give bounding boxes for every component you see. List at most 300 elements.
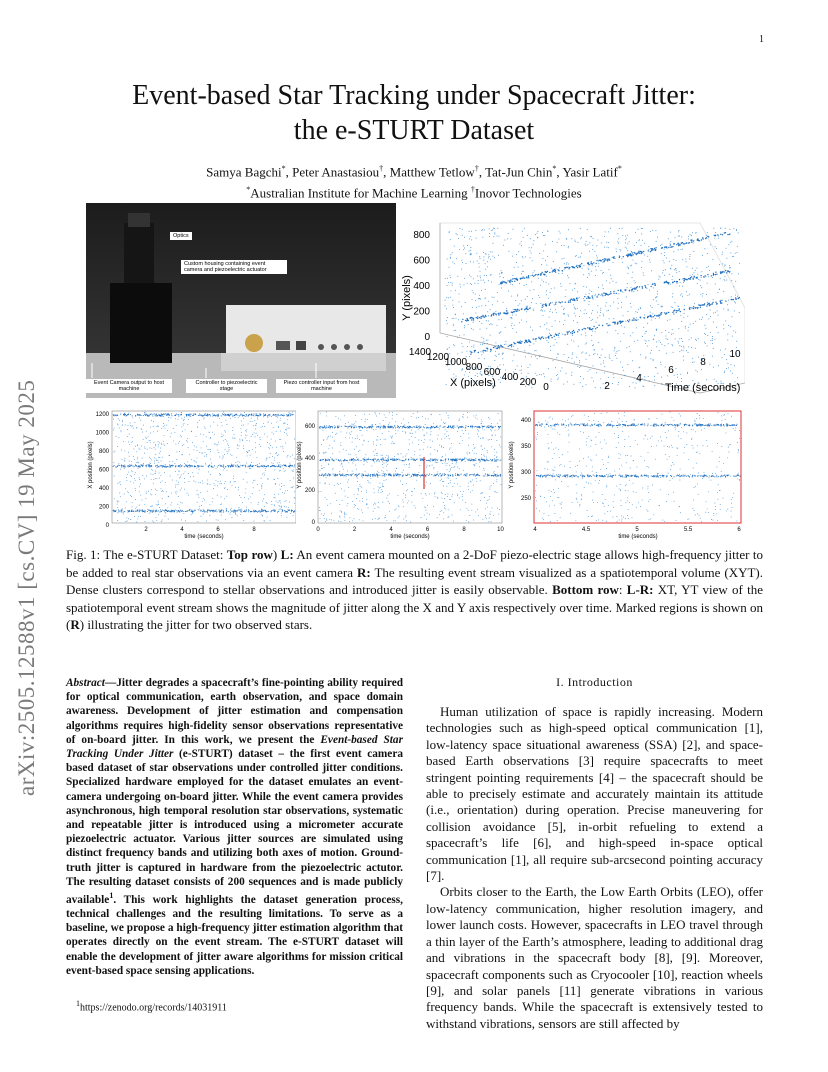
event-point bbox=[359, 426, 360, 427]
event-point bbox=[508, 251, 509, 252]
event-point bbox=[495, 355, 496, 356]
event-point bbox=[261, 509, 262, 510]
event-point bbox=[186, 465, 187, 466]
event-point bbox=[633, 260, 634, 261]
event-point bbox=[670, 284, 671, 285]
event-point bbox=[355, 505, 356, 506]
event-point bbox=[701, 304, 702, 305]
event-point bbox=[539, 297, 540, 298]
event-point bbox=[659, 317, 660, 318]
event-point bbox=[223, 469, 224, 470]
event-point bbox=[601, 243, 602, 244]
event-point bbox=[338, 484, 339, 485]
event-point bbox=[155, 494, 156, 495]
event-point bbox=[494, 232, 495, 233]
event-point bbox=[476, 253, 477, 254]
event-point bbox=[591, 236, 592, 237]
event-point bbox=[165, 428, 166, 429]
event-point bbox=[621, 325, 622, 326]
event-point bbox=[471, 231, 472, 232]
event-point bbox=[250, 465, 251, 466]
event-point bbox=[476, 453, 477, 454]
event-point bbox=[324, 483, 325, 484]
event-point bbox=[664, 252, 665, 253]
event-point bbox=[440, 511, 441, 512]
tick-label: 600 bbox=[413, 255, 430, 267]
event-point bbox=[461, 269, 462, 270]
event-point bbox=[502, 358, 503, 359]
event-point bbox=[705, 334, 706, 335]
event-point bbox=[507, 238, 508, 239]
event-point bbox=[678, 341, 679, 342]
event-point bbox=[183, 444, 184, 445]
event-point bbox=[488, 417, 489, 418]
event-point bbox=[480, 438, 481, 439]
event-point bbox=[552, 241, 553, 242]
event-point bbox=[705, 328, 706, 329]
event-point bbox=[444, 423, 445, 424]
event-point bbox=[255, 436, 256, 437]
event-point bbox=[424, 515, 425, 516]
event-point bbox=[399, 460, 400, 461]
event-point bbox=[593, 381, 594, 382]
event-point bbox=[340, 419, 341, 420]
event-point bbox=[374, 503, 375, 504]
event-point bbox=[533, 240, 534, 241]
event-point bbox=[496, 481, 497, 482]
event-point bbox=[650, 248, 651, 249]
event-point bbox=[384, 439, 385, 440]
event-point bbox=[515, 369, 516, 370]
event-point bbox=[683, 317, 684, 318]
event-point bbox=[720, 271, 721, 272]
event-point bbox=[496, 452, 497, 453]
event-point bbox=[616, 282, 617, 283]
event-point bbox=[195, 481, 196, 482]
event-point bbox=[156, 459, 157, 460]
event-point bbox=[113, 452, 114, 453]
event-point bbox=[360, 460, 361, 461]
event-point bbox=[720, 303, 721, 304]
event-point bbox=[128, 465, 129, 466]
event-point bbox=[479, 426, 480, 427]
event-point bbox=[134, 459, 135, 460]
event-point bbox=[290, 513, 291, 514]
event-point bbox=[252, 493, 253, 494]
event-point bbox=[366, 504, 367, 505]
event-point bbox=[171, 493, 172, 494]
event-point bbox=[472, 317, 473, 318]
event-point bbox=[603, 360, 604, 361]
event-point bbox=[245, 488, 246, 489]
event-point bbox=[394, 456, 395, 457]
event-point bbox=[712, 343, 713, 344]
event-point bbox=[176, 451, 177, 452]
event-point bbox=[386, 462, 387, 463]
event-point bbox=[339, 451, 340, 452]
event-point bbox=[424, 435, 425, 436]
event-point bbox=[432, 465, 433, 466]
event-point bbox=[193, 413, 194, 414]
event-point bbox=[473, 318, 474, 319]
event-point bbox=[449, 347, 450, 348]
event-point bbox=[594, 353, 595, 354]
event-point bbox=[549, 303, 550, 304]
event-point bbox=[146, 438, 147, 439]
event-point bbox=[737, 296, 738, 297]
event-point bbox=[706, 379, 707, 380]
event-point bbox=[349, 432, 350, 433]
event-point bbox=[733, 286, 734, 287]
event-point bbox=[445, 429, 446, 430]
event-point bbox=[178, 416, 179, 417]
event-point bbox=[648, 340, 649, 341]
event-point bbox=[483, 350, 484, 351]
event-point bbox=[249, 414, 250, 415]
event-point bbox=[533, 338, 534, 339]
event-point bbox=[468, 489, 469, 490]
event-point bbox=[459, 443, 460, 444]
event-point bbox=[119, 510, 120, 511]
event-point bbox=[531, 356, 532, 357]
event-point bbox=[498, 236, 499, 237]
event-point bbox=[448, 478, 449, 479]
event-point bbox=[157, 490, 158, 491]
event-point bbox=[566, 262, 567, 263]
event-point bbox=[568, 316, 569, 317]
event-point bbox=[707, 274, 708, 275]
event-point bbox=[128, 512, 129, 513]
event-point bbox=[290, 414, 291, 415]
event-point bbox=[330, 436, 331, 437]
event-point bbox=[715, 274, 716, 275]
event-point bbox=[650, 262, 651, 263]
event-point bbox=[661, 332, 662, 333]
event-point bbox=[335, 416, 336, 417]
event-point bbox=[466, 508, 467, 509]
author: Tat-Jun Chin bbox=[485, 164, 553, 180]
event-point bbox=[691, 235, 692, 236]
event-point bbox=[487, 348, 488, 349]
event-point bbox=[678, 231, 679, 232]
event-point bbox=[172, 461, 173, 462]
event-point bbox=[358, 451, 359, 452]
event-point bbox=[660, 245, 661, 246]
event-point bbox=[465, 502, 466, 503]
event-point bbox=[336, 500, 337, 501]
event-point bbox=[446, 436, 447, 437]
affil-mark: * bbox=[281, 164, 286, 173]
event-point bbox=[585, 245, 586, 246]
event-point bbox=[236, 511, 237, 512]
event-point bbox=[476, 426, 477, 427]
event-point bbox=[526, 311, 527, 312]
event-point bbox=[410, 432, 411, 433]
event-point bbox=[712, 277, 713, 278]
event-point bbox=[202, 466, 203, 467]
event-point bbox=[620, 341, 621, 342]
event-point bbox=[366, 499, 367, 500]
event-point bbox=[332, 437, 333, 438]
event-point bbox=[240, 465, 241, 466]
event-point bbox=[118, 424, 119, 425]
event-point bbox=[283, 451, 284, 452]
event-point bbox=[402, 427, 403, 428]
event-point bbox=[235, 438, 236, 439]
event-point bbox=[481, 230, 482, 231]
event-point bbox=[187, 466, 188, 467]
event-point bbox=[147, 449, 148, 450]
event-point bbox=[715, 302, 716, 303]
event-point bbox=[576, 266, 577, 267]
event-point bbox=[158, 466, 159, 467]
event-point bbox=[269, 448, 270, 449]
event-point bbox=[600, 308, 601, 309]
event-point bbox=[330, 427, 331, 428]
event-point bbox=[191, 514, 192, 515]
event-point bbox=[227, 465, 228, 466]
event-point bbox=[660, 342, 661, 343]
event-point bbox=[445, 463, 446, 464]
event-point bbox=[475, 375, 476, 376]
event-point bbox=[216, 509, 217, 510]
event-point bbox=[573, 384, 574, 385]
event-point bbox=[277, 512, 278, 513]
event-point bbox=[331, 519, 332, 520]
event-point bbox=[120, 431, 121, 432]
event-point bbox=[345, 423, 346, 424]
event-point bbox=[704, 325, 705, 326]
event-point bbox=[591, 261, 592, 262]
event-point bbox=[469, 238, 470, 239]
event-point bbox=[588, 304, 589, 305]
event-point bbox=[245, 435, 246, 436]
event-point bbox=[732, 336, 733, 337]
event-point bbox=[197, 502, 198, 503]
event-point bbox=[153, 421, 154, 422]
event-point bbox=[500, 282, 501, 283]
event-point bbox=[210, 415, 211, 416]
event-point bbox=[659, 340, 660, 341]
event-point bbox=[511, 345, 512, 346]
event-point bbox=[460, 287, 461, 288]
event-point bbox=[469, 342, 470, 343]
event-point bbox=[462, 235, 463, 236]
event-point bbox=[209, 432, 210, 433]
event-point bbox=[437, 451, 438, 452]
event-point bbox=[648, 246, 649, 247]
event-point bbox=[113, 415, 114, 416]
event-point bbox=[668, 238, 669, 239]
event-point bbox=[225, 420, 226, 421]
event-point bbox=[418, 440, 419, 441]
event-point bbox=[488, 521, 489, 522]
event-point bbox=[579, 360, 580, 361]
event-point bbox=[453, 324, 454, 325]
event-point bbox=[176, 480, 177, 481]
event-point bbox=[390, 436, 391, 437]
event-point bbox=[182, 431, 183, 432]
event-point bbox=[362, 501, 363, 502]
event-point bbox=[453, 307, 454, 308]
event-point bbox=[161, 465, 162, 466]
event-point bbox=[218, 481, 219, 482]
event-point bbox=[527, 342, 528, 343]
event-point bbox=[603, 315, 604, 316]
event-point bbox=[460, 284, 461, 285]
event-point bbox=[651, 317, 652, 318]
event-point bbox=[284, 432, 285, 433]
event-point bbox=[544, 376, 545, 377]
event-point bbox=[124, 460, 125, 461]
event-point bbox=[529, 307, 530, 308]
event-point bbox=[645, 357, 646, 358]
event-point bbox=[679, 338, 680, 339]
event-point bbox=[209, 414, 210, 415]
event-point bbox=[529, 247, 530, 248]
event-point bbox=[246, 463, 247, 464]
event-point bbox=[280, 431, 281, 432]
event-point bbox=[442, 481, 443, 482]
event-point bbox=[469, 251, 470, 252]
event-point bbox=[574, 307, 575, 308]
event-point bbox=[454, 330, 455, 331]
event-point bbox=[453, 428, 454, 429]
event-point bbox=[586, 313, 587, 314]
event-point bbox=[592, 265, 593, 266]
event-point bbox=[147, 415, 148, 416]
event-point bbox=[280, 508, 281, 509]
event-point bbox=[421, 493, 422, 494]
event-point bbox=[678, 236, 679, 237]
event-point bbox=[723, 309, 724, 310]
event-point bbox=[699, 319, 700, 320]
event-point bbox=[208, 471, 209, 472]
event-point bbox=[384, 480, 385, 481]
event-point bbox=[395, 427, 396, 428]
event-point bbox=[577, 267, 578, 268]
event-point bbox=[702, 317, 703, 318]
event-point bbox=[264, 494, 265, 495]
event-point bbox=[151, 413, 152, 414]
event-point bbox=[215, 415, 216, 416]
event-point bbox=[198, 465, 199, 466]
event-point bbox=[480, 500, 481, 501]
event-point bbox=[247, 440, 248, 441]
event-point bbox=[375, 518, 376, 519]
event-point bbox=[734, 365, 735, 366]
event-point bbox=[498, 314, 499, 315]
event-point bbox=[164, 466, 165, 467]
event-point bbox=[239, 509, 240, 510]
event-point bbox=[197, 422, 198, 423]
event-point bbox=[513, 355, 514, 356]
event-point bbox=[651, 286, 652, 287]
event-point bbox=[237, 461, 238, 462]
event-point bbox=[471, 459, 472, 460]
event-point bbox=[689, 256, 690, 257]
event-point bbox=[413, 426, 414, 427]
event-point bbox=[730, 253, 731, 254]
event-point bbox=[498, 379, 499, 380]
event-point bbox=[486, 320, 487, 321]
event-point bbox=[395, 430, 396, 431]
event-point bbox=[371, 427, 372, 428]
event-point bbox=[508, 233, 509, 234]
event-point bbox=[467, 283, 468, 284]
event-point bbox=[165, 464, 166, 465]
event-point bbox=[525, 299, 526, 300]
event-point bbox=[286, 466, 287, 467]
event-point bbox=[146, 491, 147, 492]
event-point bbox=[389, 422, 390, 423]
event-point bbox=[480, 277, 481, 278]
event-point bbox=[153, 442, 154, 443]
event-point bbox=[418, 417, 419, 418]
event-point bbox=[585, 344, 586, 345]
event-point bbox=[598, 266, 599, 267]
event-point bbox=[657, 237, 658, 238]
event-point bbox=[389, 493, 390, 494]
affil-mark: † bbox=[474, 164, 479, 173]
event-point bbox=[489, 518, 490, 519]
event-point bbox=[285, 465, 286, 466]
event-point bbox=[321, 513, 322, 514]
event-point bbox=[353, 473, 354, 474]
event-point bbox=[362, 498, 363, 499]
event-point bbox=[482, 315, 483, 316]
event-point bbox=[139, 477, 140, 478]
tick-label: 800 bbox=[413, 230, 430, 241]
event-point bbox=[494, 455, 495, 456]
event-point bbox=[730, 242, 731, 243]
event-point bbox=[676, 310, 677, 311]
event-point bbox=[665, 367, 666, 368]
event-point bbox=[489, 233, 490, 234]
event-point bbox=[241, 511, 242, 512]
event-point bbox=[367, 480, 368, 481]
event-point bbox=[465, 427, 466, 428]
event-point bbox=[670, 247, 671, 248]
event-point bbox=[723, 291, 724, 292]
event-point bbox=[555, 271, 556, 272]
event-point bbox=[182, 510, 183, 511]
event-point bbox=[430, 459, 431, 460]
event-point bbox=[682, 249, 683, 250]
event-point bbox=[383, 467, 384, 468]
event-point bbox=[573, 330, 574, 331]
event-point bbox=[176, 459, 177, 460]
event-point bbox=[511, 317, 512, 318]
event-point bbox=[553, 360, 554, 361]
event-point bbox=[361, 430, 362, 431]
event-point bbox=[444, 438, 445, 439]
event-point bbox=[414, 505, 415, 506]
arxiv-stamp: arXiv:2505.12588v1 [cs.CV] 19 May 2025 bbox=[14, 379, 39, 796]
event-point bbox=[398, 430, 399, 431]
event-point bbox=[347, 482, 348, 483]
event-point bbox=[503, 364, 504, 365]
event-point bbox=[507, 281, 508, 282]
event-point bbox=[503, 245, 504, 246]
event-point bbox=[445, 460, 446, 461]
event-point bbox=[156, 504, 157, 505]
event-point bbox=[636, 263, 637, 264]
event-point bbox=[447, 317, 448, 318]
event-point bbox=[284, 493, 285, 494]
event-point bbox=[476, 415, 477, 416]
event-point bbox=[595, 275, 596, 276]
